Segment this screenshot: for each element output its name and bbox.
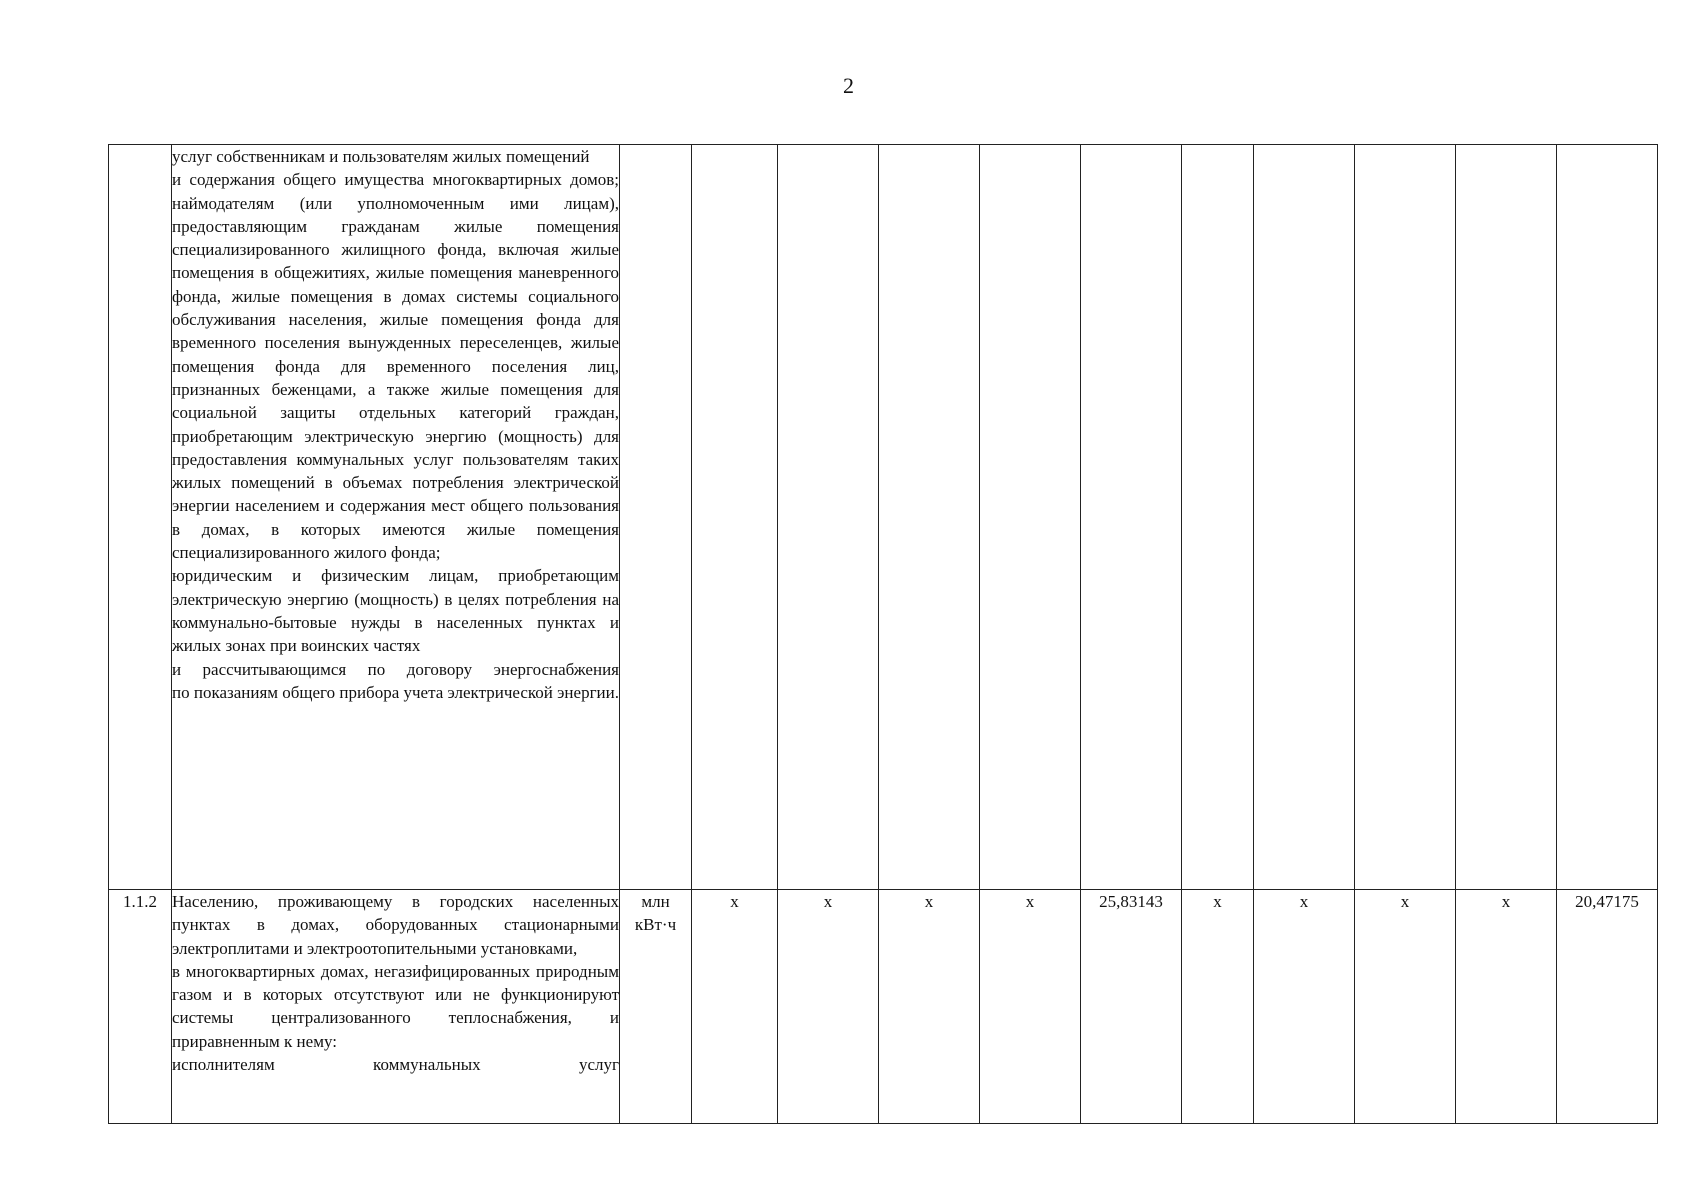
value-cell: x [692, 890, 778, 1124]
description-paragraph: и содержания общего имущества многоквартирных домов; [172, 170, 619, 190]
tariff-table [108, 144, 1658, 1124]
table-row [109, 890, 1658, 1124]
value-cell: x [1182, 890, 1254, 1124]
value-cell: 20,47175 [1557, 890, 1658, 1124]
table-row [109, 145, 1658, 890]
description-paragraph: по показаниям общего прибора учета электрической энергии. [172, 682, 619, 702]
description-paragraph: исполнителям коммунальных услуг [172, 1055, 619, 1075]
value-cell [1254, 145, 1355, 890]
value-cell [1557, 145, 1658, 890]
description-paragraph: в многоквартирных домах, негазифицированных природным газом и в которых отсутствуют или не функционируют системы централизованного теплоснабжения, и приравненным к нему: [172, 961, 619, 1051]
value-cell [692, 145, 778, 890]
value-cell: x [778, 890, 879, 1124]
unit-cell: млн кВт·ч [620, 890, 692, 1124]
unit-cell [620, 145, 692, 890]
row-description-cell [172, 890, 620, 1124]
description-paragraph: и рассчитывающимся по договору энергоснабжения [172, 659, 619, 679]
value-cell [778, 145, 879, 890]
value-cell: x [1355, 890, 1456, 1124]
page-number: 2 [843, 73, 854, 98]
value-cell: x [1254, 890, 1355, 1124]
description-paragraph: наймодателям (или уполномоченным ими лицам), предоставляющим гражданам жилые помещения специализированного жилищного фонда, включая жилые помещения в общежитиях, жилые помещения маневренного фонда, жилые помещения в домах системы социального обслуживания населения, жилые помещения фонда для временного поселения вынужденных переселенцев, жилые помещения фонда для временного поселения лиц, признанных беженцами, а также жилые помещения для социальной защиты отдельных категорий граждан, приобретающим электрическую энергию (мощность) для предоставления коммунальных услуг пользователям таких жилых помещений в объемах потребления электрической энергии населением и содержания мест общего пользования в домах, в которых имеются жилые помещения специализированного жилого фонда; [172, 193, 619, 563]
description-paragraph: услуг собственникам и пользователям жилых помещений [172, 147, 590, 166]
value-cell [1081, 145, 1182, 890]
value-cell: x [980, 890, 1081, 1124]
description-paragraph: юридическим и физическим лицам, приобретающим электрическую энергию (мощность) в целях потребления на коммунально-бытовые нужды в населенных пунктах и жилых зонах при воинских частях [172, 566, 619, 656]
value-cell [1456, 145, 1557, 890]
value-cell: 25,83143 [1081, 890, 1182, 1124]
description-paragraph: Населению, проживающему в городских населенных пунктах в домах, оборудованных стационарными электроплитами и электроотопительными установками, [172, 892, 619, 958]
row-number-cell: 1.1.2 [109, 890, 172, 1124]
value-cell [980, 145, 1081, 890]
value-cell [879, 145, 980, 890]
value-cell: x [1456, 890, 1557, 1124]
value-cell: x [879, 890, 980, 1124]
value-cell [1355, 145, 1456, 890]
row-number-cell [109, 145, 172, 890]
row-description-cell [172, 145, 620, 890]
value-cell [1182, 145, 1254, 890]
